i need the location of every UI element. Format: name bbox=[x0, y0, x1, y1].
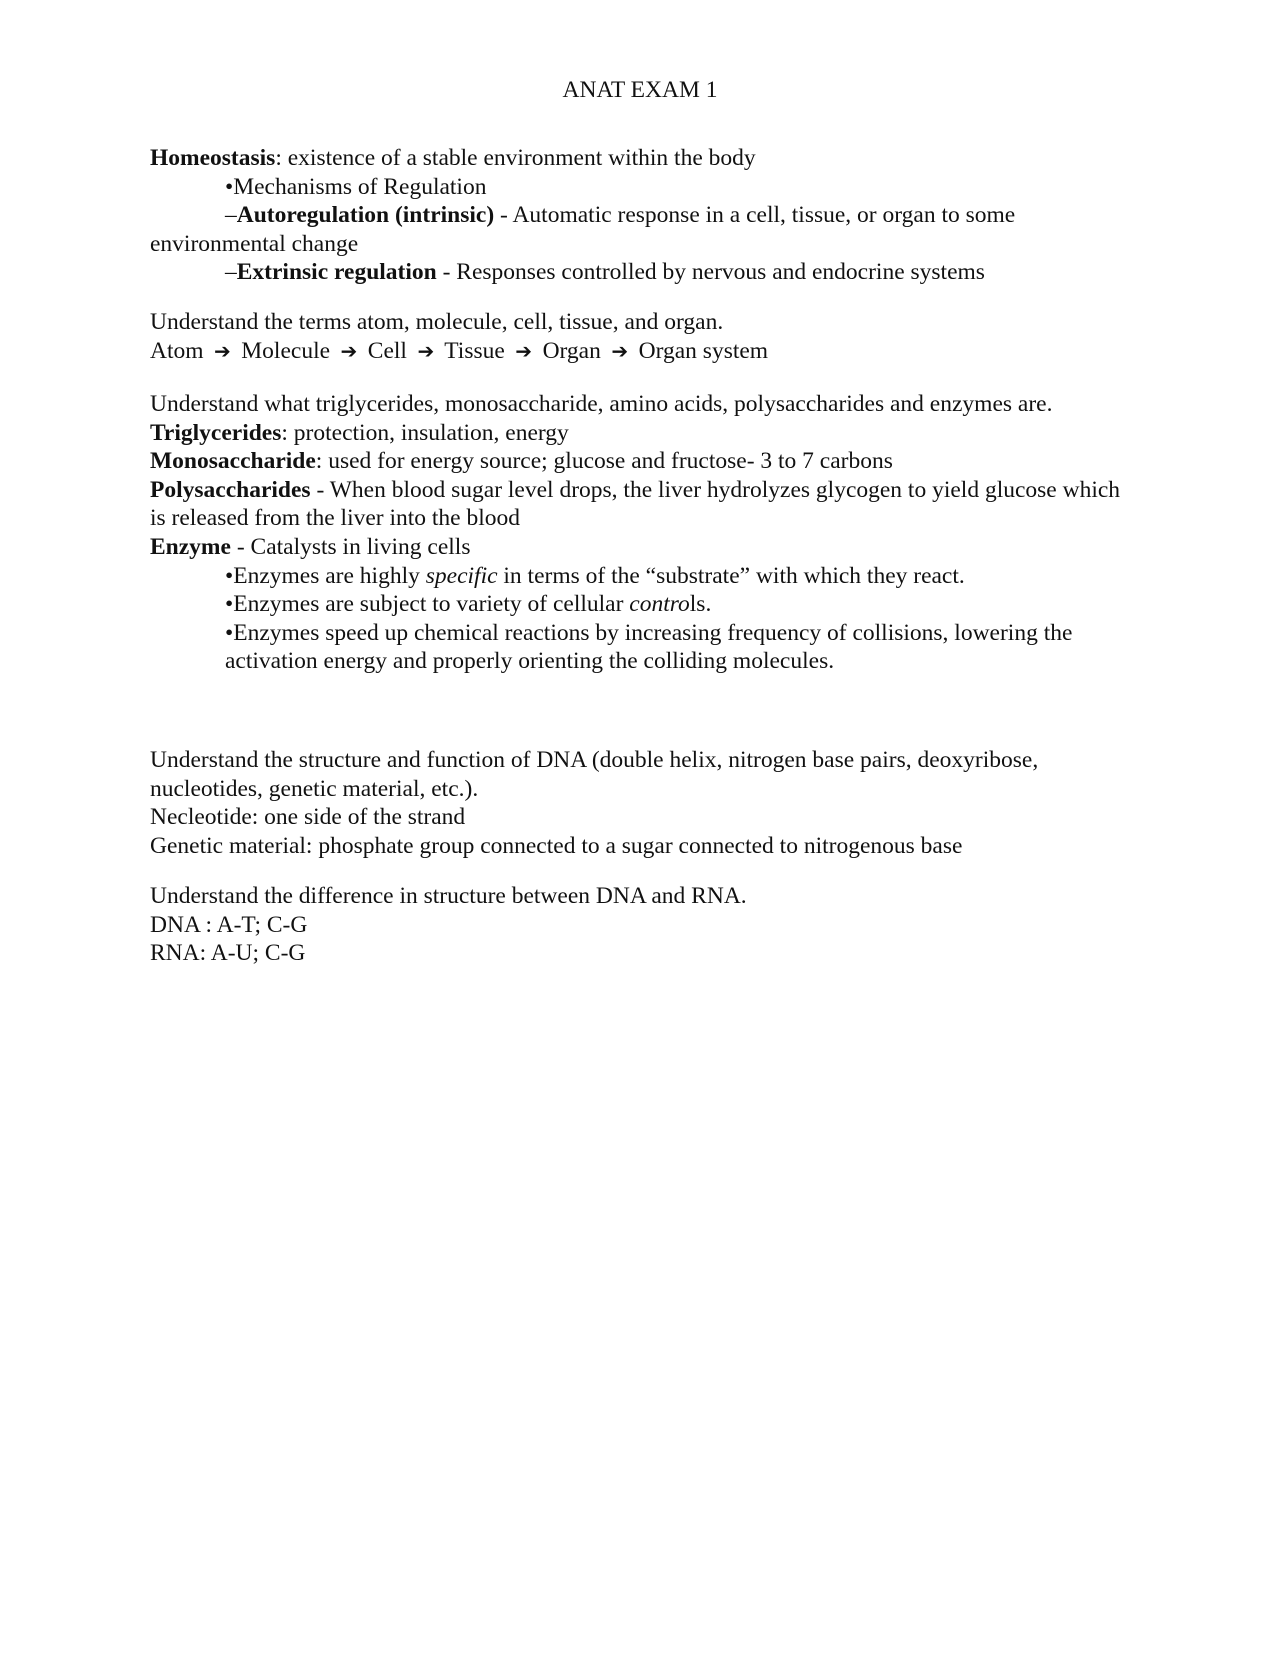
polysaccharides-definition bbox=[150, 476, 1130, 533]
enzyme-text: - Catalysts in living cells bbox=[230, 533, 471, 560]
enzyme-bullet-controls bbox=[150, 590, 1130, 619]
enzyme-bullet-specific bbox=[150, 562, 1130, 591]
enzyme-bullet-speed: •Enzymes speed up chemical reactions by increasing frequency of collisions, lowering the activation energy and properly orienting the colliding molecules. bbox=[225, 619, 1073, 675]
terms-prompt: Understand the terms atom, molecule, cell, tissue, and organ. bbox=[150, 309, 724, 335]
polysaccharides-term: Polysaccharides bbox=[150, 476, 311, 503]
bullet-text: •Enzymes are highly bbox=[225, 562, 426, 589]
hierarchy-level: Tissue bbox=[444, 337, 505, 364]
rna-base-pairs: RNA: A-U; C-G bbox=[150, 940, 306, 967]
monosaccharide-text: : used for energy source; glucose and fructose- 3 to 7 carbons bbox=[315, 448, 893, 475]
dna-rna-section bbox=[150, 882, 1130, 968]
enzyme-term: Enzyme bbox=[150, 533, 231, 560]
right-arrow-icon: ➔ bbox=[214, 338, 231, 363]
nucleotide-note: Necleotide: one side of the strand bbox=[150, 804, 466, 831]
genetic-material-note: Genetic material: phosphate group connected to a sugar connected to nitrogenous base bbox=[150, 832, 963, 859]
monosaccharide-term: Monosaccharide bbox=[150, 448, 316, 475]
homeostasis-definition bbox=[150, 144, 1130, 173]
autoregulation-item bbox=[150, 201, 1130, 258]
enzyme-definition bbox=[150, 533, 1130, 562]
hierarchy-level: Molecule bbox=[241, 337, 331, 364]
extrinsic-regulation-term: Extrinsic regulation bbox=[236, 259, 437, 286]
extrinsic-regulation-item bbox=[150, 258, 1130, 287]
homeostasis-definition-text: : existence of a stable environment within the body bbox=[275, 145, 756, 171]
regulation-bullet: •Mechanisms of Regulation bbox=[225, 173, 487, 200]
bullet-text: ls. bbox=[689, 591, 712, 618]
molecules-prompt: Understand what triglycerides, monosaccharide, amino acids, polysaccharides and enzymes are. bbox=[150, 391, 1053, 417]
autoregulation-term: Autoregulation (intrinsic) bbox=[236, 202, 495, 229]
extrinsic-regulation-definition: - Responses controlled by nervous and endocrine systems bbox=[436, 259, 985, 286]
hierarchy-level: Cell bbox=[367, 337, 407, 364]
terms-section bbox=[150, 308, 1130, 365]
molecules-section bbox=[150, 390, 1130, 676]
right-arrow-icon: ➔ bbox=[515, 338, 533, 363]
monosaccharide-definition bbox=[150, 447, 1130, 476]
dna-rna-prompt: Understand the difference in structure between DNA and RNA. bbox=[150, 883, 747, 909]
document-title: ANAT EXAM 1 bbox=[562, 77, 718, 103]
bullet-text: •Enzymes are subject to variety of cellular bbox=[225, 591, 630, 618]
dash: – bbox=[225, 202, 237, 229]
triglycerides-definition bbox=[150, 419, 1130, 448]
dash: – bbox=[225, 259, 237, 286]
dna-section bbox=[150, 746, 1130, 860]
emphasis-text: specific bbox=[425, 562, 498, 589]
triglycerides-term: Triglycerides bbox=[150, 419, 282, 446]
right-arrow-icon: ➔ bbox=[417, 338, 435, 363]
hierarchy-level: Organ system bbox=[638, 337, 769, 364]
hierarchy-level: Organ bbox=[542, 337, 601, 364]
bullet-text: in terms of the “substrate” with which they react. bbox=[497, 562, 965, 589]
homeostasis-term: Homeostasis bbox=[150, 145, 276, 171]
hierarchy-level: Atom bbox=[150, 337, 204, 364]
polysaccharides-text: - When blood sugar level drops, the liver hydrolyzes glycogen to yield glucose which is released from the liver into the blood bbox=[150, 476, 1121, 532]
right-arrow-icon: ➔ bbox=[611, 338, 629, 363]
right-arrow-icon: ➔ bbox=[340, 338, 358, 363]
dna-base-pairs: DNA : A-T; C-G bbox=[150, 911, 308, 938]
triglycerides-text: : protection, insulation, energy bbox=[281, 419, 569, 446]
organization-hierarchy bbox=[150, 337, 1130, 366]
emphasis-text: contro bbox=[629, 591, 690, 618]
dna-prompt: Understand the structure and function of DNA (double helix, nitrogen base pairs, deoxyribose, nucleotides, genetic material, etc.). bbox=[150, 747, 1039, 802]
autoregulation-definition: - Automatic response in a cell, tissue, or organ to some environmental change bbox=[150, 202, 1016, 257]
homeostasis-section bbox=[150, 144, 1130, 287]
